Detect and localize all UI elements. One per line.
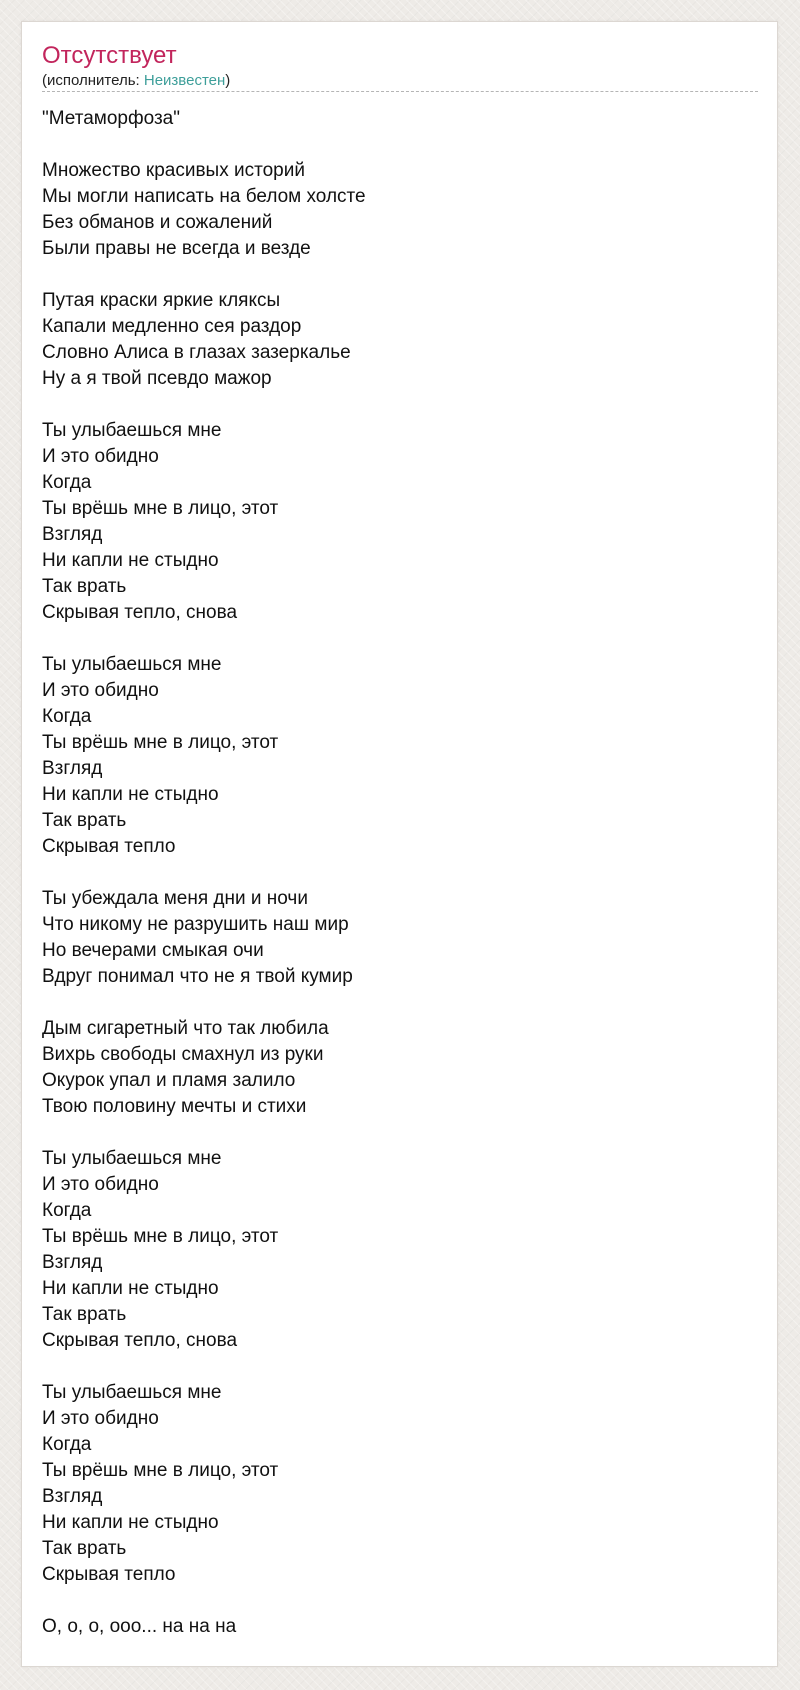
song-header (42, 42, 758, 92)
artist-prefix: (исполнитель: (42, 72, 144, 89)
artist-link[interactable]: Неизвестен (143, 72, 226, 89)
artist-suffix: ) (225, 72, 231, 89)
lyrics-card (21, 21, 778, 1667)
lyrics-text: "Метаморфоза" Множество красивых историй Мы могли написать на белом холсте Без обманов и сожалений Были правы не всегда и везде Путая краски яркие кляксы Капали медленно сея раздор Словно Алиса в глазах зазеркалье Ну а я твой псевдо мажор Ты улыбаешься мне И это обидно Когда Ты врёшь мне в лицо, этот Взгляд Ни капли не стыдно Так врать Скрывая тепло, снова Ты улыбаешься мне И это обидно Когда Ты врёшь мне в лицо, этот Взгляд Ни капли не стыдно Так врать Скрывая тепло Ты убеждала меня дни и ночи Что никому не разрушить наш мир Но вечерами смыкая очи Вдруг понимал что не я твой кумир Дым сигаретный что так любила Вихрь свободы смахнул из руки Окурок упал и пламя залило Твою половину мечты и стихи Ты улыбаешься мне И это обидно Когда Ты врёшь мне в лицо, этот Взгляд Ни капли не стыдно Так врать Скрывая тепло, снова Ты улыбаешься мне И это обидно Когда Ты врёшь мне в лицо, этот Взгляд Ни капли не стыдно Так врать Скрывая тепло О, о, о, ооо... на на на (42, 108, 366, 1637)
song-title: Отсутствует (42, 42, 177, 69)
artist-line (42, 72, 758, 90)
